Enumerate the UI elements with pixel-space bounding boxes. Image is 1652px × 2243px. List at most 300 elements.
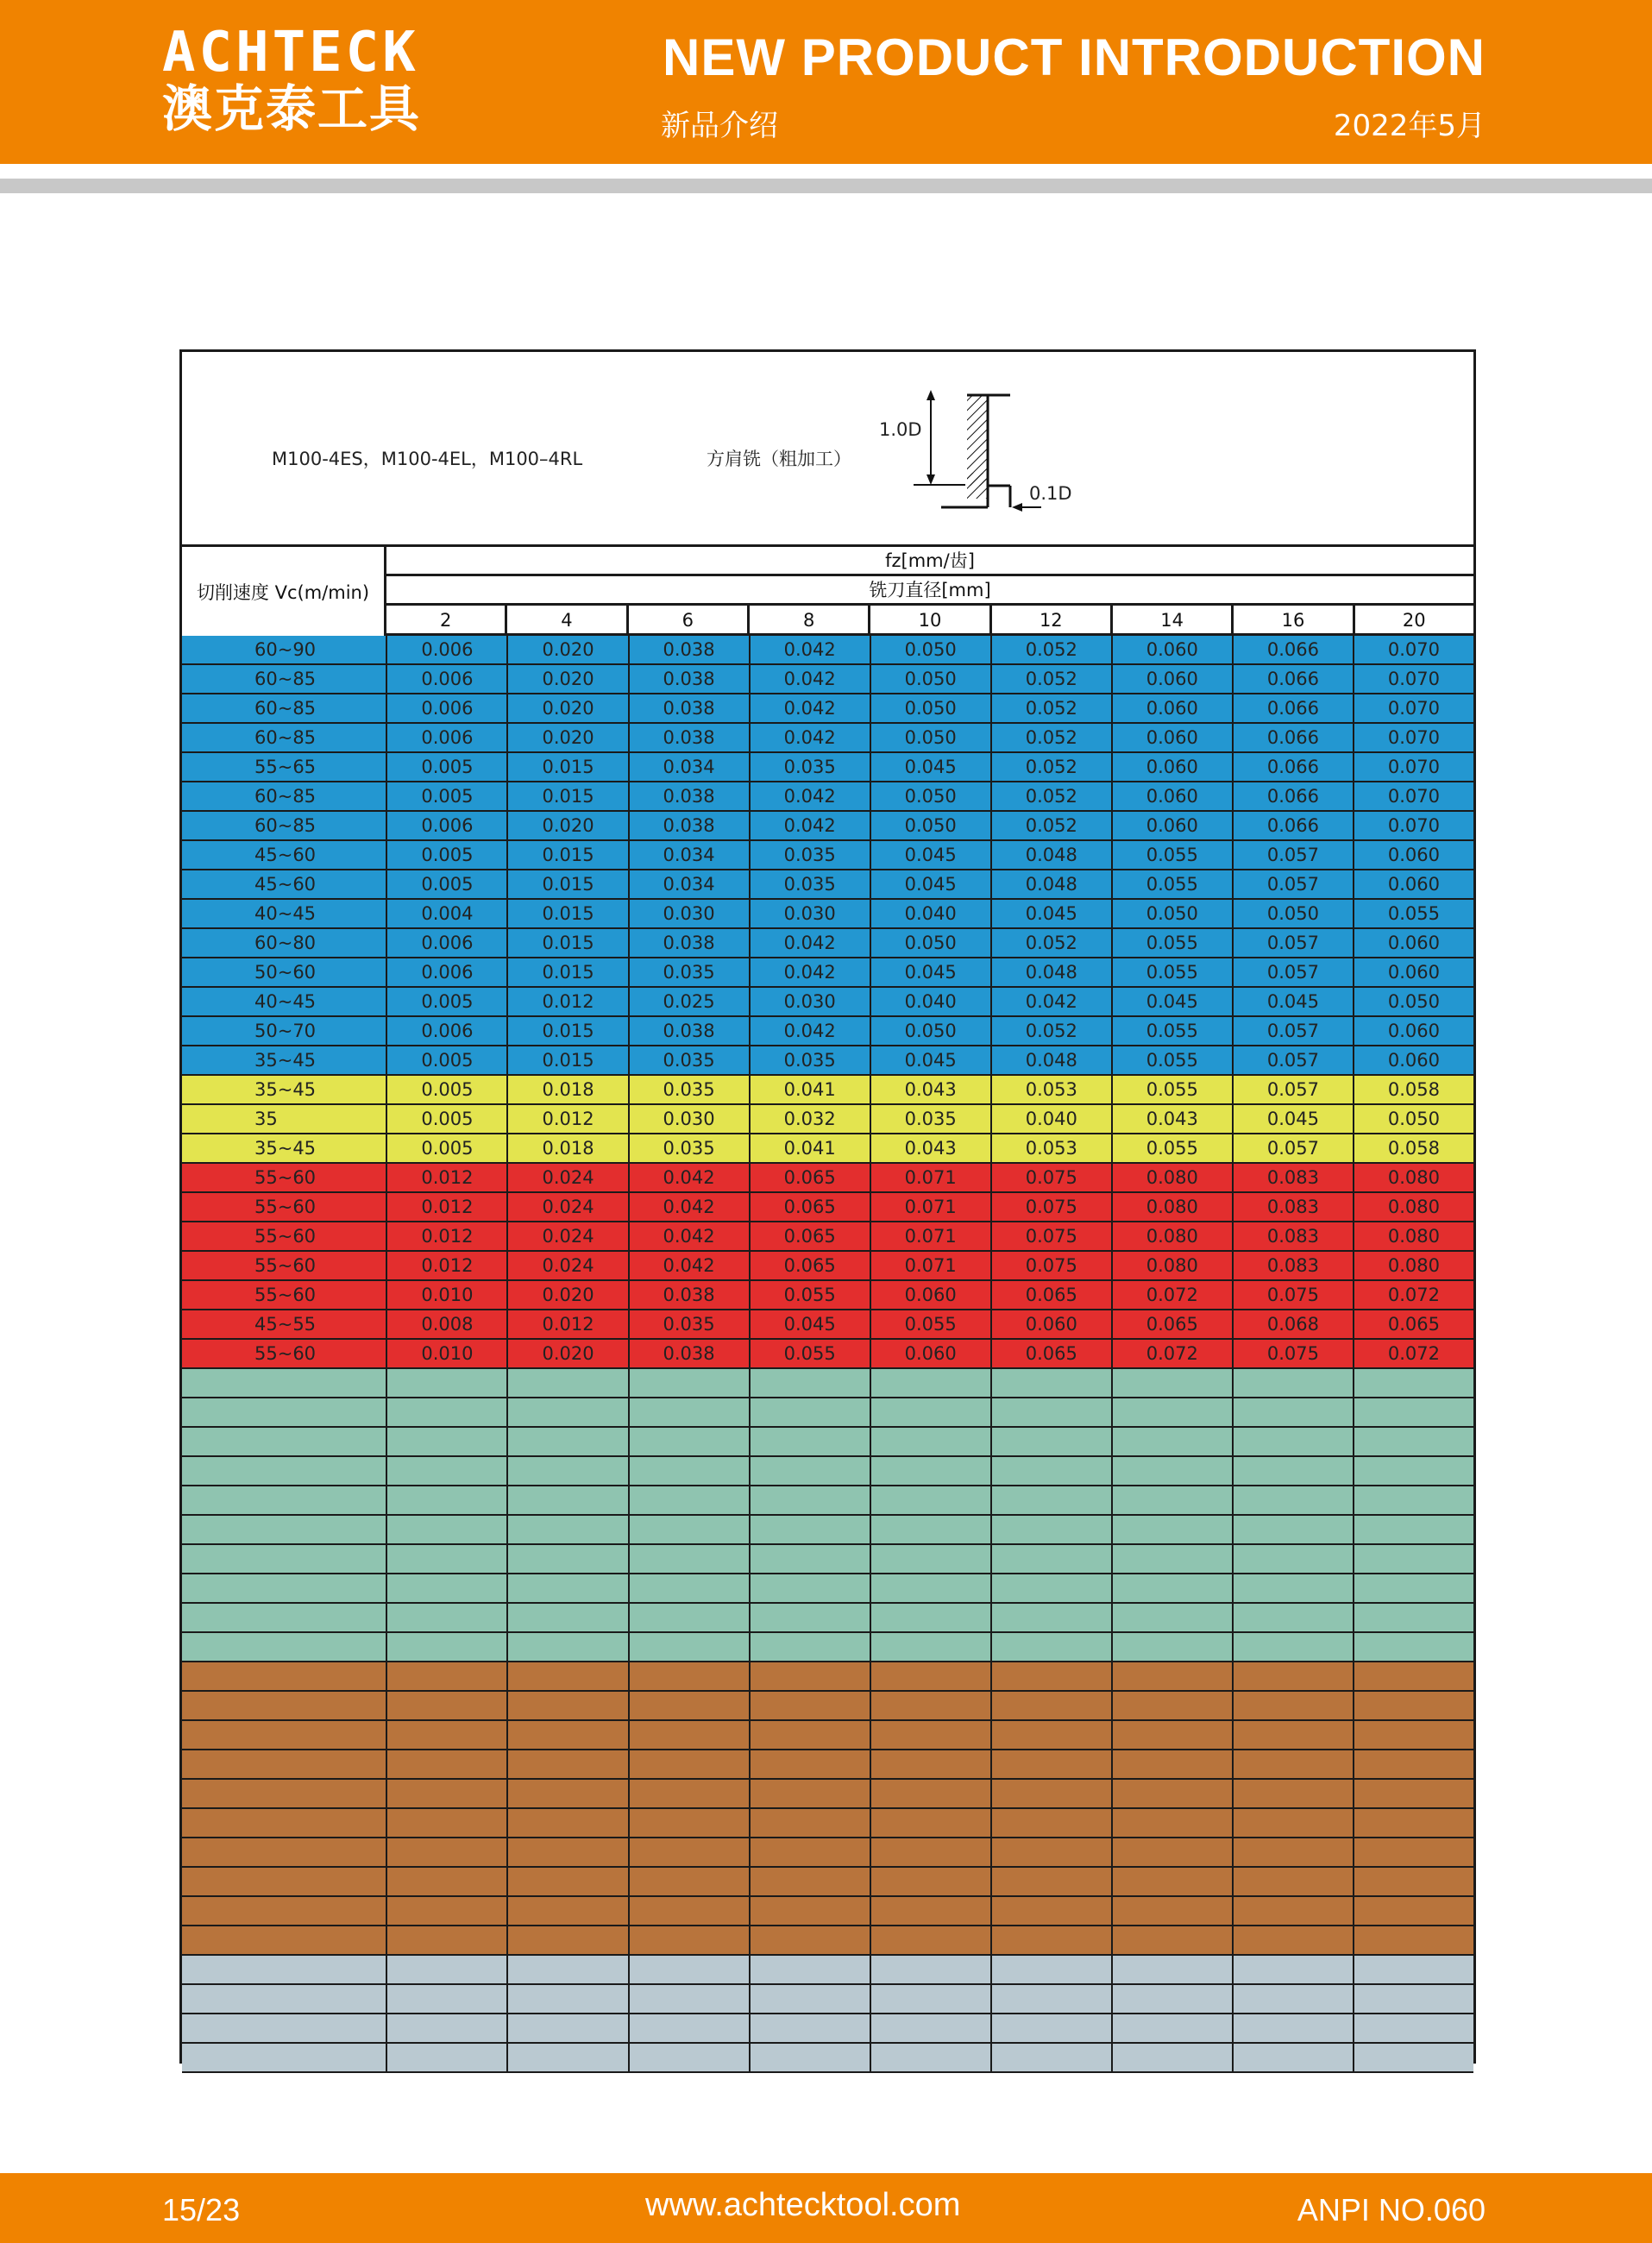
empty-cell bbox=[990, 1926, 1111, 1954]
footer-bar bbox=[0, 2173, 1652, 2243]
empty-cell bbox=[386, 1662, 506, 1690]
fz-cell: 0.045 bbox=[990, 900, 1111, 927]
empty-row bbox=[182, 1750, 1473, 1780]
fz-cell: 0.050 bbox=[1232, 900, 1353, 927]
empty-cell bbox=[628, 1897, 749, 1925]
fz-cell: 0.015 bbox=[506, 841, 627, 869]
empty-cell bbox=[749, 1838, 870, 1866]
empty-cell bbox=[749, 1486, 870, 1514]
empty-cell bbox=[628, 1926, 749, 1954]
empty-cell bbox=[386, 2044, 506, 2071]
empty-cell bbox=[749, 1809, 870, 1837]
empty-cell bbox=[506, 1516, 627, 1543]
fz-cell: 0.057 bbox=[1232, 1134, 1353, 1162]
fz-cell: 0.052 bbox=[990, 636, 1111, 663]
empty-cell bbox=[182, 1574, 386, 1602]
table-row bbox=[182, 1310, 1473, 1340]
fz-cell: 0.024 bbox=[506, 1222, 627, 1250]
fz-cell: 0.035 bbox=[628, 1310, 749, 1338]
fz-cell: 0.035 bbox=[749, 753, 870, 781]
fz-cell: 0.055 bbox=[1111, 1076, 1232, 1103]
empty-row bbox=[182, 1604, 1473, 1633]
fz-cell: 0.055 bbox=[1111, 958, 1232, 986]
empty-cell bbox=[1232, 1692, 1353, 1719]
empty-cell bbox=[628, 1692, 749, 1719]
empty-cell bbox=[749, 1457, 870, 1485]
empty-cell bbox=[182, 1398, 386, 1426]
fz-cell: 0.070 bbox=[1353, 724, 1473, 751]
fz-cell: 0.066 bbox=[1232, 694, 1353, 722]
diameter-col-12: 12 bbox=[989, 606, 1110, 633]
empty-cell bbox=[506, 1457, 627, 1485]
fz-cell: 0.040 bbox=[990, 1105, 1111, 1133]
empty-cell bbox=[990, 1457, 1111, 1485]
fz-cell: 0.060 bbox=[1353, 958, 1473, 986]
fz-cell: 0.050 bbox=[1111, 900, 1232, 927]
fz-cell: 0.048 bbox=[990, 841, 1111, 869]
empty-row bbox=[182, 1486, 1473, 1516]
fz-cell: 0.075 bbox=[990, 1164, 1111, 1191]
fz-cell: 0.018 bbox=[506, 1076, 627, 1103]
diameter-col-2: 2 bbox=[439, 610, 452, 631]
fz-cell: 0.065 bbox=[749, 1222, 870, 1250]
fz-cell: 0.012 bbox=[386, 1222, 506, 1250]
empty-cell bbox=[182, 1926, 386, 1954]
fz-cell: 0.053 bbox=[990, 1076, 1111, 1103]
vc-cell: 60~85 bbox=[254, 786, 317, 807]
fz-cell: 0.012 bbox=[506, 1105, 627, 1133]
fz-cell: 0.068 bbox=[1232, 1310, 1353, 1338]
empty-cell bbox=[1232, 1985, 1353, 2013]
fz-cell: 0.057 bbox=[1232, 929, 1353, 957]
empty-cell bbox=[1353, 1897, 1473, 1925]
fz-cell: 0.006 bbox=[386, 665, 506, 693]
empty-row bbox=[182, 1838, 1473, 1868]
empty-row bbox=[182, 1926, 1473, 1956]
empty-cell bbox=[1232, 1897, 1353, 1925]
empty-cell bbox=[749, 1692, 870, 1719]
empty-cell bbox=[749, 1926, 870, 1954]
website-link[interactable]: www.achtecktool.com bbox=[645, 2187, 961, 2223]
fz-cell: 0.083 bbox=[1232, 1222, 1353, 1250]
fz-cell: 0.030 bbox=[749, 988, 870, 1015]
fz-cell: 0.020 bbox=[506, 694, 627, 722]
fz-cell: 0.055 bbox=[1111, 870, 1232, 898]
fz-cell: 0.005 bbox=[386, 841, 506, 869]
empty-cell bbox=[628, 1838, 749, 1866]
empty-cell bbox=[506, 1868, 627, 1895]
empty-cell bbox=[1353, 1369, 1473, 1397]
fz-cell: 0.048 bbox=[990, 870, 1111, 898]
empty-cell bbox=[749, 2044, 870, 2071]
empty-cell bbox=[1111, 1809, 1232, 1837]
fz-cell: 0.005 bbox=[386, 782, 506, 810]
empty-row bbox=[182, 1545, 1473, 1574]
empty-cell bbox=[1232, 2044, 1353, 2071]
empty-cell bbox=[870, 1633, 990, 1661]
empty-cell bbox=[1111, 1486, 1232, 1514]
empty-cell bbox=[1353, 1838, 1473, 1866]
diameter-col-14: 14 bbox=[1110, 606, 1231, 633]
fz-cell: 0.048 bbox=[990, 1046, 1111, 1074]
fz-cell: 0.048 bbox=[990, 958, 1111, 986]
empty-cell bbox=[1111, 2044, 1232, 2071]
fz-cell: 0.050 bbox=[870, 929, 990, 957]
fz-cell: 0.080 bbox=[1353, 1222, 1473, 1250]
empty-cell bbox=[386, 1926, 506, 1954]
fz-cell: 0.065 bbox=[749, 1164, 870, 1191]
vc-cell: 60~85 bbox=[254, 815, 317, 836]
vc-cell: 45~60 bbox=[254, 845, 317, 865]
fz-cell: 0.075 bbox=[990, 1222, 1111, 1250]
empty-cell bbox=[1111, 1662, 1232, 1690]
fz-cell: 0.020 bbox=[506, 724, 627, 751]
fz-cell: 0.024 bbox=[506, 1164, 627, 1191]
empty-cell bbox=[182, 1780, 386, 1807]
empty-cell bbox=[506, 2044, 627, 2071]
empty-cell bbox=[749, 1604, 870, 1631]
fz-cell: 0.042 bbox=[749, 812, 870, 839]
fz-cell: 0.012 bbox=[386, 1252, 506, 1279]
empty-cell bbox=[1353, 1721, 1473, 1749]
empty-cell bbox=[506, 1692, 627, 1719]
empty-cell bbox=[628, 1985, 749, 2013]
empty-cell bbox=[870, 1750, 990, 1778]
fz-cell: 0.045 bbox=[870, 1046, 990, 1074]
empty-cell bbox=[870, 1545, 990, 1573]
empty-cell bbox=[386, 1516, 506, 1543]
table-row bbox=[182, 1164, 1473, 1193]
empty-cell bbox=[990, 2044, 1111, 2071]
fz-cell: 0.006 bbox=[386, 724, 506, 751]
empty-cell bbox=[749, 1369, 870, 1397]
empty-cell bbox=[1232, 1369, 1353, 1397]
fz-cell: 0.057 bbox=[1232, 1017, 1353, 1045]
empty-cell bbox=[1111, 1604, 1232, 1631]
vc-cell: 55~60 bbox=[254, 1167, 317, 1188]
fz-cell: 0.024 bbox=[506, 1252, 627, 1279]
empty-cell bbox=[1353, 1692, 1473, 1719]
fz-cell: 0.075 bbox=[1232, 1281, 1353, 1309]
table-row bbox=[182, 929, 1473, 958]
table-row bbox=[182, 724, 1473, 753]
table-row bbox=[182, 958, 1473, 988]
empty-cell bbox=[990, 1838, 1111, 1866]
fz-cell: 0.052 bbox=[990, 665, 1111, 693]
empty-cell bbox=[386, 1985, 506, 2013]
empty-cell bbox=[628, 1516, 749, 1543]
fz-cell: 0.020 bbox=[506, 1281, 627, 1309]
fz-cell: 0.045 bbox=[870, 958, 990, 986]
empty-cell bbox=[628, 1398, 749, 1426]
empty-cell bbox=[182, 2014, 386, 2042]
fz-cell: 0.040 bbox=[870, 988, 990, 1015]
fz-cell: 0.015 bbox=[506, 870, 627, 898]
empty-cell bbox=[1111, 1428, 1232, 1455]
empty-cell bbox=[749, 1398, 870, 1426]
fz-cell: 0.070 bbox=[1353, 694, 1473, 722]
empty-cell bbox=[1232, 1750, 1353, 1778]
fz-cell: 0.030 bbox=[749, 900, 870, 927]
empty-cell bbox=[386, 1545, 506, 1573]
fz-cell: 0.005 bbox=[386, 1076, 506, 1103]
empty-cell bbox=[749, 1545, 870, 1573]
empty-cell bbox=[870, 1662, 990, 1690]
fz-cell: 0.042 bbox=[749, 694, 870, 722]
fz-cell: 0.055 bbox=[870, 1310, 990, 1338]
table-title-box bbox=[182, 352, 1473, 547]
fz-cell: 0.043 bbox=[870, 1134, 990, 1162]
table-row bbox=[182, 812, 1473, 841]
empty-cell bbox=[182, 1838, 386, 1866]
empty-cell bbox=[870, 1780, 990, 1807]
empty-cell bbox=[1353, 1809, 1473, 1837]
empty-cell bbox=[386, 1486, 506, 1514]
empty-cell bbox=[1111, 1574, 1232, 1602]
header-divider bbox=[0, 179, 1652, 193]
empty-cell bbox=[182, 1809, 386, 1837]
fz-cell: 0.035 bbox=[628, 1046, 749, 1074]
fz-cell: 0.005 bbox=[386, 870, 506, 898]
fz-cell: 0.042 bbox=[990, 988, 1111, 1015]
fz-cell: 0.032 bbox=[749, 1105, 870, 1133]
empty-cell bbox=[1232, 1398, 1353, 1426]
fz-cell: 0.045 bbox=[870, 841, 990, 869]
fz-cell: 0.058 bbox=[1353, 1134, 1473, 1162]
fz-cell: 0.035 bbox=[870, 1105, 990, 1133]
vc-cell: 55~60 bbox=[254, 1226, 317, 1247]
table-row bbox=[182, 665, 1473, 694]
fz-cell: 0.038 bbox=[628, 636, 749, 663]
empty-cell bbox=[870, 1692, 990, 1719]
table-body bbox=[182, 636, 1473, 2073]
fz-cell: 0.065 bbox=[1111, 1310, 1232, 1338]
empty-cell bbox=[870, 1398, 990, 1426]
fz-cell: 0.065 bbox=[990, 1340, 1111, 1367]
empty-cell bbox=[1353, 1633, 1473, 1661]
empty-cell bbox=[1353, 1604, 1473, 1631]
empty-cell bbox=[1232, 1809, 1353, 1837]
empty-cell bbox=[1111, 1721, 1232, 1749]
empty-cell bbox=[386, 1633, 506, 1661]
fz-cell: 0.042 bbox=[749, 636, 870, 663]
empty-cell bbox=[506, 1838, 627, 1866]
empty-cell bbox=[386, 1780, 506, 1807]
fz-cell: 0.025 bbox=[628, 988, 749, 1015]
fz-cell: 0.060 bbox=[990, 1310, 1111, 1338]
fz-cell: 0.020 bbox=[506, 636, 627, 663]
empty-row bbox=[182, 1457, 1473, 1486]
fz-cell: 0.057 bbox=[1232, 1046, 1353, 1074]
vc-cell: 50~70 bbox=[254, 1021, 317, 1041]
empty-cell bbox=[506, 1780, 627, 1807]
fz-cell: 0.055 bbox=[749, 1340, 870, 1367]
empty-cell bbox=[1232, 1956, 1353, 1983]
fz-cell: 0.042 bbox=[749, 1017, 870, 1045]
cutting-data-table bbox=[179, 349, 1476, 2064]
fz-cell: 0.058 bbox=[1353, 1076, 1473, 1103]
empty-cell bbox=[628, 1721, 749, 1749]
empty-cell bbox=[182, 1516, 386, 1543]
empty-cell bbox=[628, 1633, 749, 1661]
fz-cell: 0.015 bbox=[506, 1046, 627, 1074]
empty-cell bbox=[1111, 1545, 1232, 1573]
empty-row bbox=[182, 1398, 1473, 1428]
fz-cell: 0.080 bbox=[1111, 1252, 1232, 1279]
vc-cell: 55~60 bbox=[254, 1255, 317, 1276]
fz-cell: 0.055 bbox=[1111, 929, 1232, 957]
empty-cell bbox=[870, 1516, 990, 1543]
empty-cell bbox=[506, 1545, 627, 1573]
brand-logo bbox=[162, 21, 422, 138]
empty-cell bbox=[506, 1604, 627, 1631]
fz-cell: 0.034 bbox=[628, 753, 749, 781]
vc-cell: 60~80 bbox=[254, 933, 317, 953]
empty-cell bbox=[1232, 1868, 1353, 1895]
fz-cell: 0.066 bbox=[1232, 724, 1353, 751]
empty-cell bbox=[1353, 1457, 1473, 1485]
empty-row bbox=[182, 1692, 1473, 1721]
empty-cell bbox=[749, 1574, 870, 1602]
fz-cell: 0.024 bbox=[506, 1193, 627, 1221]
table-row bbox=[182, 1134, 1473, 1164]
fz-cell: 0.057 bbox=[1232, 841, 1353, 869]
fz-cell: 0.080 bbox=[1353, 1252, 1473, 1279]
table-row bbox=[182, 1105, 1473, 1134]
fz-cell: 0.008 bbox=[386, 1310, 506, 1338]
empty-row bbox=[182, 2014, 1473, 2044]
empty-cell bbox=[990, 1633, 1111, 1661]
empty-cell bbox=[182, 1604, 386, 1631]
fz-cell: 0.083 bbox=[1232, 1193, 1353, 1221]
fz-cell: 0.012 bbox=[386, 1164, 506, 1191]
empty-cell bbox=[182, 1956, 386, 1983]
fz-cell: 0.006 bbox=[386, 1017, 506, 1045]
fz-cell: 0.045 bbox=[749, 1310, 870, 1338]
fz-cell: 0.065 bbox=[1353, 1310, 1473, 1338]
fz-cell: 0.035 bbox=[628, 1134, 749, 1162]
fz-cell: 0.060 bbox=[1353, 841, 1473, 869]
fz-cell: 0.075 bbox=[990, 1193, 1111, 1221]
fz-cell: 0.060 bbox=[1111, 636, 1232, 663]
empty-cell bbox=[749, 1750, 870, 1778]
empty-cell bbox=[1353, 1662, 1473, 1690]
fz-cell: 0.045 bbox=[1111, 988, 1232, 1015]
fz-cell: 0.071 bbox=[870, 1164, 990, 1191]
empty-cell bbox=[506, 1985, 627, 2013]
empty-cell bbox=[749, 1633, 870, 1661]
empty-cell bbox=[1232, 1486, 1353, 1514]
empty-cell bbox=[628, 2014, 749, 2042]
table-row bbox=[182, 900, 1473, 929]
diameter-columns bbox=[386, 606, 1473, 636]
empty-cell bbox=[506, 1428, 627, 1455]
empty-cell bbox=[628, 1486, 749, 1514]
empty-cell bbox=[990, 1956, 1111, 1983]
empty-cell bbox=[1353, 1398, 1473, 1426]
empty-cell bbox=[990, 1604, 1111, 1631]
vc-cell: 60~85 bbox=[254, 669, 317, 689]
vc-cell: 45~60 bbox=[254, 874, 317, 895]
empty-cell bbox=[628, 1574, 749, 1602]
empty-cell bbox=[182, 1457, 386, 1485]
fz-cell: 0.034 bbox=[628, 841, 749, 869]
empty-cell bbox=[628, 1428, 749, 1455]
empty-cell bbox=[386, 1868, 506, 1895]
fz-cell: 0.052 bbox=[990, 782, 1111, 810]
fz-cell: 0.030 bbox=[628, 1105, 749, 1133]
empty-cell bbox=[1232, 1457, 1353, 1485]
empty-cell bbox=[386, 1574, 506, 1602]
fz-cell: 0.020 bbox=[506, 812, 627, 839]
fz-cell: 0.050 bbox=[870, 812, 990, 839]
empty-cell bbox=[506, 1721, 627, 1749]
empty-cell bbox=[1232, 1545, 1353, 1573]
fz-cell: 0.020 bbox=[506, 665, 627, 693]
fz-cell: 0.050 bbox=[870, 724, 990, 751]
empty-cell bbox=[182, 1662, 386, 1690]
empty-cell bbox=[628, 1604, 749, 1631]
empty-cell bbox=[386, 1692, 506, 1719]
document-number: ANPI NO.060 bbox=[1297, 2192, 1486, 2227]
empty-cell bbox=[1353, 1516, 1473, 1543]
empty-cell bbox=[182, 1692, 386, 1719]
empty-cell bbox=[386, 1750, 506, 1778]
fz-header: fz[mm/齿] bbox=[386, 547, 1473, 576]
fz-cell: 0.052 bbox=[990, 694, 1111, 722]
empty-cell bbox=[990, 1574, 1111, 1602]
empty-cell bbox=[870, 1369, 990, 1397]
fz-cell: 0.083 bbox=[1232, 1164, 1353, 1191]
empty-cell bbox=[1111, 1956, 1232, 1983]
empty-cell bbox=[1353, 1428, 1473, 1455]
fz-cell: 0.012 bbox=[386, 1193, 506, 1221]
fz-cell: 0.042 bbox=[749, 958, 870, 986]
vc-cell: 35~45 bbox=[254, 1079, 317, 1100]
fz-cell: 0.066 bbox=[1232, 782, 1353, 810]
empty-cell bbox=[182, 1428, 386, 1455]
empty-cell bbox=[506, 1750, 627, 1778]
fz-cell: 0.060 bbox=[1111, 694, 1232, 722]
empty-cell bbox=[870, 1926, 990, 1954]
empty-cell bbox=[990, 1516, 1111, 1543]
depth-label: 1.0D bbox=[879, 419, 922, 440]
empty-cell bbox=[182, 1633, 386, 1661]
fz-cell: 0.055 bbox=[1111, 1017, 1232, 1045]
fz-cell: 0.052 bbox=[990, 929, 1111, 957]
empty-cell bbox=[386, 1809, 506, 1837]
empty-cell bbox=[386, 1398, 506, 1426]
fz-cell: 0.072 bbox=[1111, 1340, 1232, 1367]
empty-cell bbox=[1353, 1868, 1473, 1895]
table-row bbox=[182, 753, 1473, 782]
fz-cell: 0.034 bbox=[628, 870, 749, 898]
table-row bbox=[182, 988, 1473, 1017]
empty-cell bbox=[990, 1428, 1111, 1455]
empty-row bbox=[182, 1809, 1473, 1838]
empty-cell bbox=[870, 2044, 990, 2071]
empty-cell bbox=[870, 1457, 990, 1485]
fz-cell: 0.006 bbox=[386, 958, 506, 986]
fz-cell: 0.060 bbox=[1111, 782, 1232, 810]
vc-cell: 40~45 bbox=[254, 991, 317, 1012]
fz-cell: 0.050 bbox=[1353, 1105, 1473, 1133]
fz-cell: 0.072 bbox=[1353, 1340, 1473, 1367]
fz-cell: 0.045 bbox=[1232, 988, 1353, 1015]
diameter-header: 铣刀直径[mm] bbox=[386, 576, 1473, 606]
fz-cell: 0.015 bbox=[506, 753, 627, 781]
empty-cell bbox=[628, 1809, 749, 1837]
